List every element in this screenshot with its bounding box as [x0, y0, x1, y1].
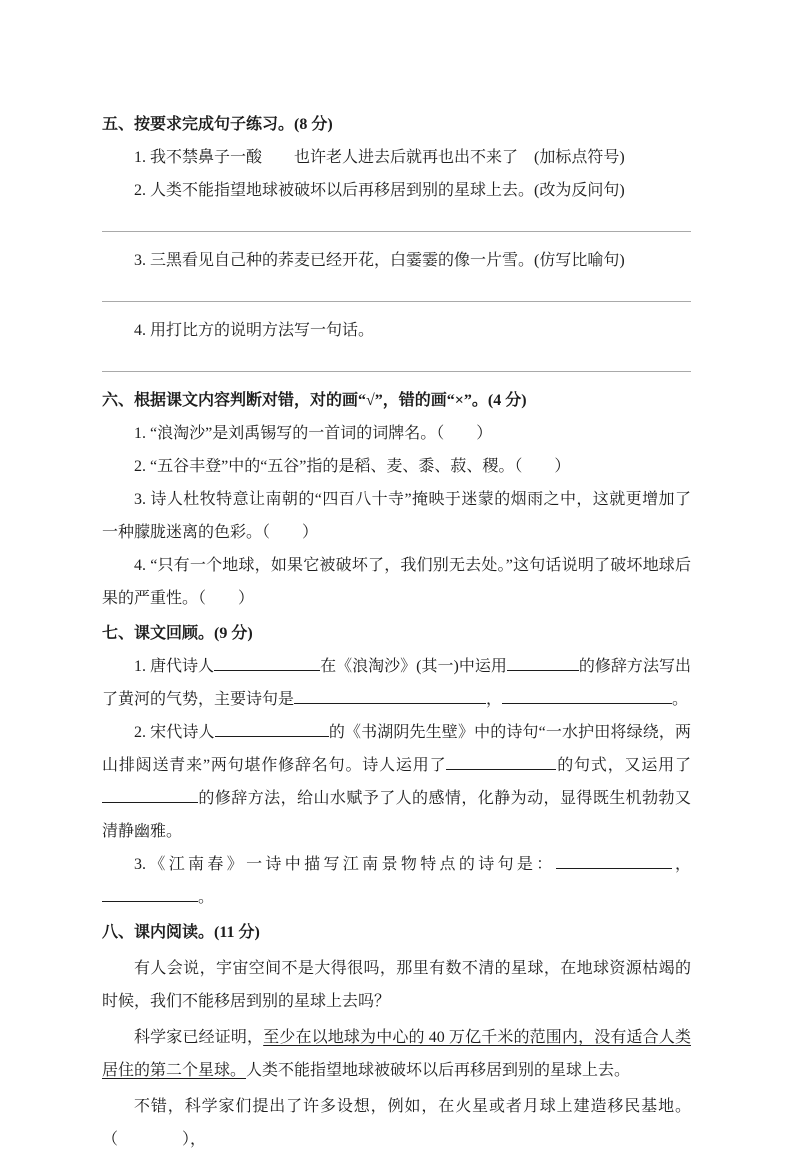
question-6-1: 1. “浪淘沙”是刘禹锡写的一首词的词牌名。（ ） [134, 425, 493, 442]
section-title: 七、课文回顾。(9 分) [102, 625, 253, 642]
question-6-4: 4. “只有一个地球，如果它被破坏了，我们别无去处。”这句话说明了破坏地球后果的严重性。（ ） [102, 557, 691, 607]
answer-blank [556, 853, 672, 869]
question-text: ， [486, 691, 503, 708]
answer-blank [102, 787, 198, 803]
section-title: 五、按要求完成句子练习。(8 分) [102, 116, 333, 133]
section-true-false [102, 384, 691, 615]
question-5-1: 1. 我不禁鼻子一酸 也许老人进去后就再也出不来了 (加标点符号) [134, 149, 625, 166]
question-5-4: 4. 用打比方的说明方法写一句话。 [134, 322, 375, 339]
question-text: 。 [198, 889, 215, 906]
section-title: 六、根据课文内容判断对错，对的画“√”，错的画“×”。(4 分) [102, 392, 527, 409]
question-text: 的修辞方法，给山水赋予了人的感情，化静为动，显得既生机勃勃又清静幽雅。 [102, 790, 691, 840]
question-text: ， [671, 856, 691, 873]
question-text: 在《浪淘沙》(其一)中运用 [320, 658, 507, 675]
question-text: 的《书湖阴先生壁》中的诗句“一水护田将绿绕，两山排闼送青来”两句堪作修辞名句。诗人运用了 [102, 724, 691, 774]
question-6-2: 2. “五谷丰登”中的“五谷”指的是稻、麦、黍、菽、稷。（ ） [134, 458, 571, 475]
section-reading [102, 916, 691, 1156]
question-text: 的修辞方法写出了黄河的气势，主要诗句是 [102, 658, 691, 708]
answer-rule-line [102, 277, 691, 302]
reading-paragraph-3: 不错，科学家们提出了许多设想，例如，在火星或者月球上建造移民基地。（ ）， [102, 1098, 691, 1148]
question-7-2 [102, 716, 691, 848]
answer-blank [446, 754, 556, 770]
question-text: 。 [672, 691, 689, 708]
answer-blank [294, 688, 486, 704]
paragraph-text: 人类不能指望地球被破坏以后再移居到别的星球上去。 [246, 1062, 631, 1079]
question-5-2: 2. 人类不能指望地球被破坏以后再移居到别的星球上去。(改为反问句) [134, 182, 625, 199]
question-6-3: 3. 诗人杜牧特意让南朝的“四百八十寺”掩映于迷蒙的烟雨之中，这就更增加了一种朦胧迷离的色彩。（ ） [102, 491, 691, 541]
answer-blank [102, 886, 198, 902]
question-7-1 [102, 650, 691, 716]
paragraph-text: 科学家已经证明， [134, 1029, 264, 1046]
reading-paragraph-2 [102, 1021, 691, 1087]
answer-blank [214, 655, 320, 671]
answer-blank [507, 655, 579, 671]
answer-blank [215, 721, 329, 737]
answer-blank [502, 688, 672, 704]
section-text-review [102, 617, 691, 914]
question-5-3: 3. 三黑看见自己种的荞麦已经开花，白霎霎的像一片雪。(仿写比喻句) [134, 252, 625, 269]
section-title: 八、课内阅读。(11 分) [102, 924, 260, 941]
underlined-text: 至少在以地球为中心的 40 万亿千米的范围内，没有适合人类居住的第二个星球。 [102, 1029, 691, 1079]
section-sentence-practice [102, 108, 691, 372]
question-text: 2. 宋代诗人 [134, 724, 215, 741]
answer-rule-line [102, 347, 691, 372]
reading-paragraph-1: 有人会说，宇宙空间不是大得很吗，那里有数不清的星球，在地球资源枯竭的时候，我们不能移居到别的星球上去吗？ [102, 960, 691, 1010]
question-7-3 [102, 848, 691, 914]
question-text: 的句式，又运用了 [556, 757, 691, 774]
question-text: 1. 唐代诗人 [134, 658, 215, 675]
answer-rule-line [102, 207, 691, 232]
question-text: 3.《江南春》一诗中描写江南景物特点的诗句是： [134, 856, 556, 873]
